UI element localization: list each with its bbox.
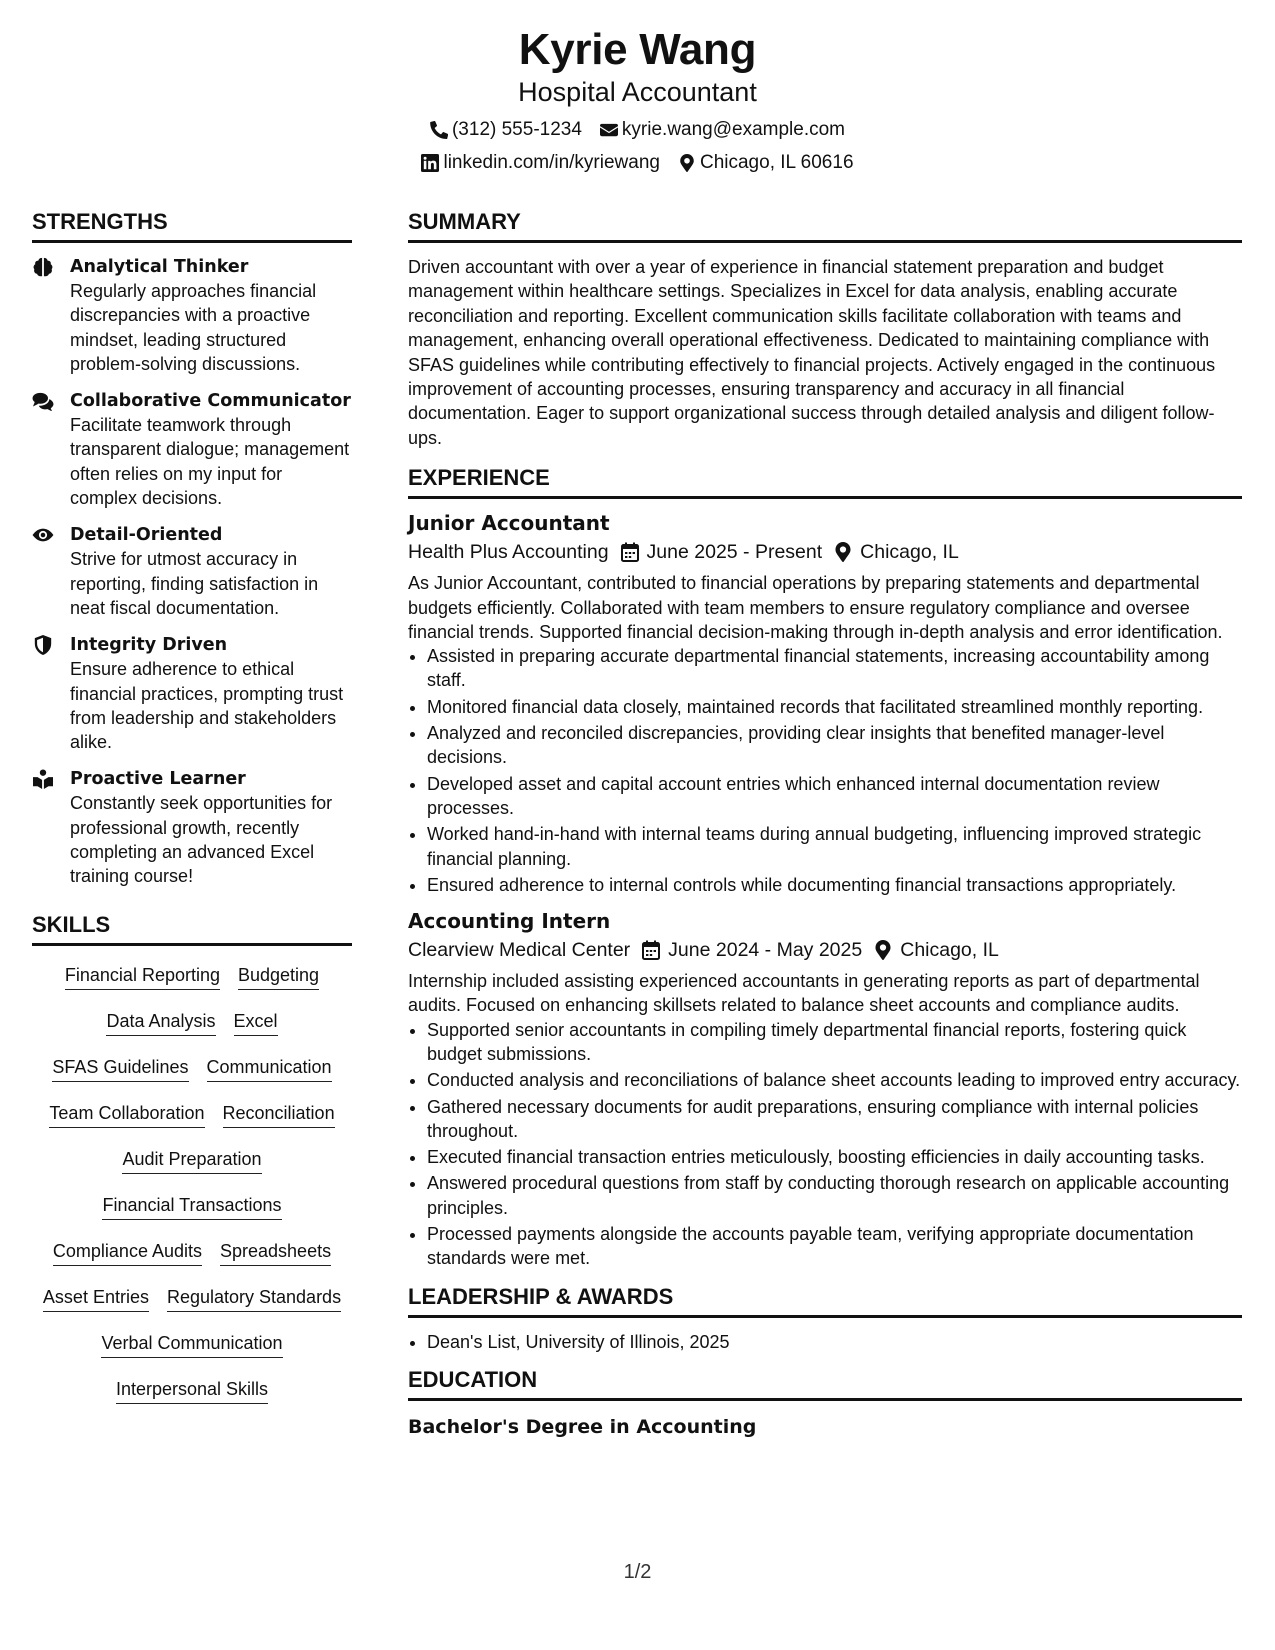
skill-tag: Verbal Communication (101, 1332, 282, 1358)
candidate-name: Kyrie Wang (518, 25, 757, 74)
skill-tag: Audit Preparation (122, 1148, 261, 1174)
calendar-icon (621, 542, 639, 562)
brain-icon (32, 257, 54, 277)
location-contact (678, 151, 854, 175)
skill-tag: Team Collaboration (49, 1102, 204, 1128)
strength-name: Collaborative Communicator (70, 391, 351, 412)
job-location: Chicago, IL (900, 939, 999, 962)
strength-item (32, 767, 352, 888)
skill-tag: Reconciliation (223, 1102, 335, 1128)
strength-description: Regularly approaches financial discrepancies with a proactive mindset, leading structured problem-solving discussions. (70, 281, 317, 374)
list-item: • Answered procedural questions from staff by conducting thorough research on applicable accounting principles. (427, 1171, 1242, 1220)
location-text: Chicago, IL 60616 (699, 152, 854, 173)
leadership-list (408, 1330, 1242, 1354)
strength-name: Integrity Driven (70, 635, 228, 656)
shield-icon (32, 635, 54, 655)
skill-tag: Regulatory Standards (167, 1286, 341, 1312)
experience-heading: EXPERIENCE (408, 464, 1242, 499)
list-item: • Monitored financial data closely, maintained records that facilitated streamlined monthly reporting. (427, 695, 1242, 719)
strength-description: Ensure adherence to ethical financial practices, prompting trust from leadership and stakeholders alike. (70, 659, 344, 753)
strengths-heading: STRENGTHS (32, 208, 352, 243)
right-column (408, 208, 1242, 1441)
skill-tag: Financial Transactions (102, 1194, 281, 1220)
job-bullets (408, 644, 1242, 897)
company-name: Clearview Medical Center (408, 939, 631, 962)
skill-tag: Asset Entries (43, 1286, 149, 1312)
calendar-icon (642, 940, 660, 960)
list-item: • Dean's List, University of Illinois, 2025 (427, 1330, 1242, 1354)
strength-item (32, 255, 352, 376)
skills-heading: SKILLS (32, 911, 352, 946)
skill-tag: Financial Reporting (65, 964, 220, 990)
leadership-heading: LEADERSHIP & AWARDS (408, 1283, 1242, 1318)
phone-text: (312) 555-1234 (451, 119, 582, 140)
skill-tag: Compliance Audits (53, 1240, 202, 1266)
skill-tag: SFAS Guidelines (52, 1056, 188, 1082)
email-text[interactable]: kyrie.wang@example.com (621, 119, 846, 140)
skill-tag: Interpersonal Skills (116, 1378, 268, 1404)
summary-heading: SUMMARY (408, 208, 1242, 243)
envelope-icon (600, 121, 618, 139)
strength-description: Facilitate teamwork through transparent dialogue; management often relies on my input for complex decisions. (70, 415, 350, 509)
strength-name: Detail-Oriented (70, 525, 223, 546)
job-title: Accounting Intern (408, 909, 611, 934)
strength-item (32, 523, 352, 620)
summary-text: Driven accountant with over a year of experience in financial statement preparation and budget management within healthcare settings. Specializes in Excel for data analysis, enabling accurate reconciliation and reporting. Excellent communication skills facilitate collaboration with teams and management, enhancing overall operational effectiveness. Dedicated to maintaining compliance with SFAS guidelines while contributing effectively to financial projects. Actively engaged in the continuous improvement of accounting processes, ensuring transparency and accuracy in all financial documentation. Eager to support organizational success through detailed analysis and diligent follow-ups. (408, 257, 1216, 448)
map-marker-icon (678, 154, 696, 172)
strength-item (32, 389, 352, 510)
list-item: • Assisted in preparing accurate departmental financial statements, increasing accountability among staff. (427, 644, 1242, 693)
map-marker-icon (834, 542, 852, 562)
job-dates: June 2024 - May 2025 (668, 939, 863, 962)
education-heading: EDUCATION (408, 1366, 1242, 1401)
job-entry (408, 907, 1242, 1271)
phone-icon (430, 121, 448, 139)
skill-tag: Data Analysis (106, 1010, 215, 1036)
list-item: • Conducted analysis and reconciliations of balance sheet accounts leading to improved entry accuracy. (427, 1068, 1242, 1092)
job-entry (408, 509, 1242, 897)
list-item: • Executed financial transaction entries meticulously, boosting efficiencies in daily accounting tasks. (427, 1145, 1242, 1169)
phone-contact (430, 118, 582, 142)
comments-icon (32, 391, 54, 411)
linkedin-text[interactable]: linkedin.com/in/kyriewang (443, 152, 660, 173)
contact-row-2 (0, 151, 1275, 175)
education-degree: Bachelor's Degree in Accounting (408, 1415, 757, 1438)
page-number: 1/2 (623, 1561, 652, 1583)
list-item: • Ensured adherence to internal controls while documenting financial transactions appropriately. (427, 873, 1242, 897)
list-item: • Supported senior accountants in compiling timely departmental financial reports, fostering quick budget submissions. (427, 1018, 1242, 1067)
list-item: • Processed payments alongside the accounts payable team, verifying appropriate documentation standards were met. (427, 1222, 1242, 1271)
skill-tag: Spreadsheets (220, 1240, 331, 1266)
strength-item (32, 633, 352, 754)
strength-name: Analytical Thinker (70, 257, 249, 277)
eye-icon (32, 525, 54, 545)
list-item: • Developed asset and capital account entries which enhanced internal documentation review processes. (427, 772, 1242, 821)
skill-tag: Excel (234, 1010, 278, 1036)
strength-name: Proactive Learner (70, 769, 246, 790)
email-contact[interactable] (600, 118, 845, 142)
job-description: Internship included assisting experienced accountants in generating reports as part of departmental audits. Focused on enhancing skillsets related to balance sheet accounts and compliance audits. (408, 971, 1200, 1016)
strength-description: Strive for utmost accuracy in reporting, finding satisfaction in neat fiscal documentation. (70, 549, 319, 618)
skill-tag: Budgeting (238, 964, 319, 990)
list-item: • Analyzed and reconciled discrepancies, providing clear insights that benefited manager-level decisions. (427, 721, 1242, 770)
linkedin-icon (421, 154, 439, 172)
job-meta (408, 935, 1242, 965)
skill-tag: Communication (207, 1056, 332, 1082)
reader-icon (32, 769, 54, 789)
list-item: • Worked hand-in-hand with internal teams during annual budgeting, influencing improved strategic financial planning. (427, 822, 1242, 871)
resume-header (0, 24, 1275, 175)
job-dates: June 2025 - Present (646, 541, 823, 564)
left-column (32, 208, 352, 1418)
job-meta (408, 537, 1242, 567)
job-title-heading: Hospital Accountant (518, 77, 757, 107)
company-name: Health Plus Accounting (408, 541, 609, 564)
job-description: As Junior Accountant, contributed to financial operations by preparing statements and departmental budgets efficiently. Collaborated with team members to ensure regulatory compliance and oversee financial trends. Supported financial decision-making through in-depth analysis and error identification. (408, 573, 1223, 642)
contact-row-1 (0, 118, 1275, 142)
job-title: Junior Accountant (408, 511, 610, 536)
map-marker-icon (874, 940, 892, 960)
list-item: • Gathered necessary documents for audit preparations, ensuring compliance with internal policies throughout. (427, 1095, 1242, 1144)
strength-description: Constantly seek opportunities for professional growth, recently completing an advanced Excel training course! (70, 793, 333, 887)
job-location: Chicago, IL (860, 541, 959, 564)
skills-list (32, 958, 352, 1418)
linkedin-contact[interactable] (421, 151, 660, 175)
job-bullets (408, 1018, 1242, 1271)
